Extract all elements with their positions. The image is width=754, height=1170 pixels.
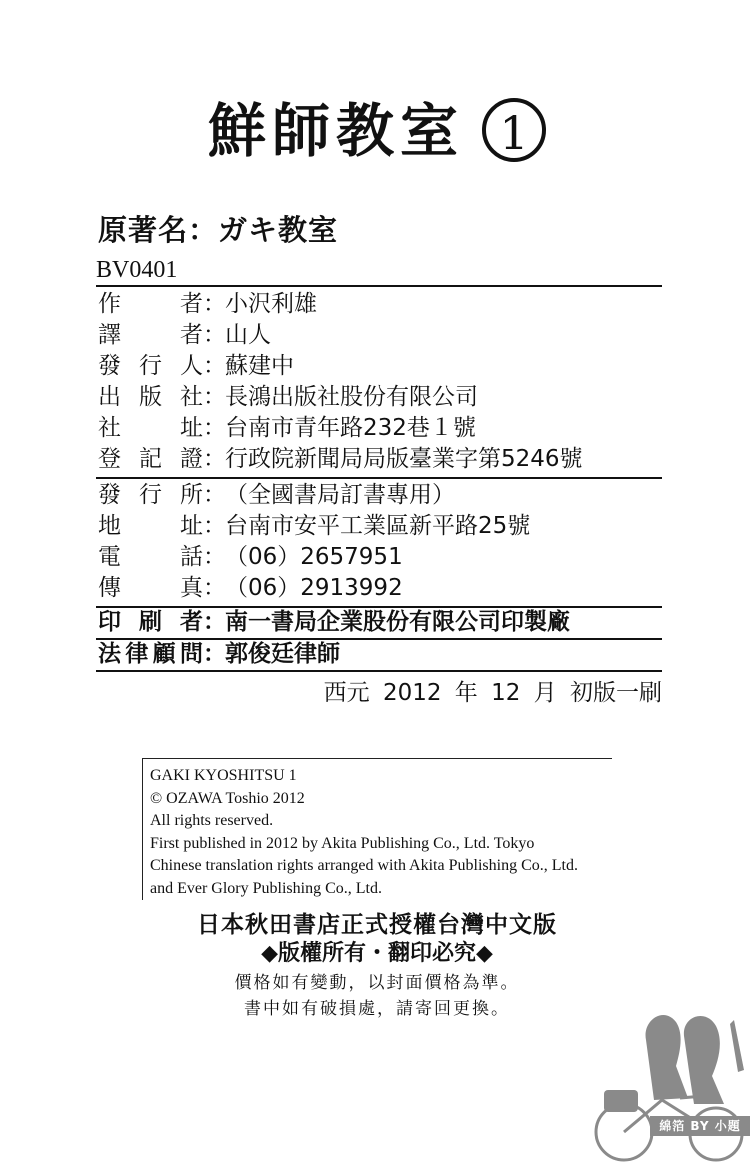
credit-value: 台南市青年路232巷１號 [225, 415, 476, 441]
credit-label: 法律顧問 [98, 641, 203, 667]
watermark-bicycle-icon [584, 1000, 752, 1168]
credit-colon: ： [203, 291, 226, 317]
damage-notice: 書中如有破損處，請寄回更換。 [244, 999, 510, 1019]
credit-label: 電話 [98, 544, 203, 570]
original-title: 原著名：ガキ教室 [98, 213, 339, 247]
copyright-line: GAKI KYOSHITSU 1 [150, 767, 297, 784]
credit-value: （全國書局訂書專用） [225, 482, 455, 508]
credit-label: 譯者 [98, 322, 203, 348]
credit-label: 地址 [98, 513, 203, 539]
credit-row [98, 413, 662, 443]
volume-number-circle: 1 [482, 98, 546, 162]
copyright-box [142, 758, 612, 900]
credit-value: 蘇建中 [225, 353, 294, 379]
credit-value: 山人 [225, 322, 271, 348]
divider-1 [96, 285, 662, 287]
copyright-line: All rights reserved. [150, 812, 274, 830]
price-notice: 價格如有變動，以封面價格為準。 [234, 973, 520, 993]
credit-label: 發行人 [98, 353, 203, 379]
copyright-line: First published in 2012 by Akita Publishing Co., Ltd. Tokyo [150, 834, 535, 852]
credit-label: 出版社 [98, 384, 203, 410]
credit-value: 郭俊廷律師 [225, 641, 340, 667]
credit-value: 長鴻出版社股份有限公司 [225, 384, 478, 410]
credit-value: 南一書局企業股份有限公司印製廠 [225, 609, 570, 635]
credit-row [98, 639, 662, 669]
credit-value: （06）2913992 [225, 575, 403, 601]
watermark-label: 綿箔 BY 小題 [659, 1119, 741, 1133]
credit-colon: ： [203, 353, 226, 379]
book-code: BV0401 [96, 257, 178, 283]
credit-colon: ： [203, 415, 226, 441]
credit-label: 傳真 [98, 575, 203, 601]
credit-label: 社址 [98, 415, 203, 441]
license-notice: 日本秋田書店正式授權台灣中文版 [197, 912, 557, 938]
credit-row [98, 320, 662, 350]
copyright-line: © OZAWA Toshio 2012 [150, 789, 305, 807]
credit-colon: ： [203, 609, 226, 635]
copyright-line: Chinese translation rights arranged with Akita Publishing Co., Ltd. [150, 857, 578, 875]
credit-colon: ： [203, 513, 226, 539]
credit-value: 小沢利雄 [225, 291, 317, 317]
credit-row [98, 289, 662, 319]
title-text: 鮮師教室 [207, 97, 464, 165]
credit-row [98, 573, 662, 603]
credit-colon: ： [203, 641, 226, 667]
divider-5 [96, 670, 662, 672]
credit-value: （06）2657951 [225, 544, 403, 570]
credit-value: 台南市安平工業區新平路25號 [225, 513, 531, 539]
credit-value: 行政院新聞局局版臺業字第5246號 [225, 446, 583, 472]
credit-colon: ： [203, 322, 226, 348]
credit-row [98, 607, 662, 637]
credit-row [98, 480, 662, 510]
credit-label: 作者 [98, 291, 203, 317]
credit-label: 登記證 [98, 446, 203, 472]
credit-label: 印刷者 [98, 609, 203, 635]
credit-row [98, 511, 662, 541]
credit-colon: ： [203, 575, 226, 601]
book-title [0, 84, 754, 168]
credit-colon: ： [203, 482, 226, 508]
credit-colon: ： [203, 446, 226, 472]
credit-colon: ： [203, 544, 226, 570]
divider-2 [96, 477, 662, 479]
edition-line: 西元 2012 年 12 月 初版一刷 [323, 680, 662, 706]
credit-row [98, 542, 662, 572]
credit-row [98, 351, 662, 381]
credit-row [98, 382, 662, 412]
copyright-line: and Ever Glory Publishing Co., Ltd. [150, 879, 382, 897]
credit-label: 發行所 [98, 482, 203, 508]
credit-row [98, 444, 662, 474]
credit-colon: ： [203, 384, 226, 410]
rights-notice: ◆版權所有・翻印必究◆ [261, 941, 493, 966]
